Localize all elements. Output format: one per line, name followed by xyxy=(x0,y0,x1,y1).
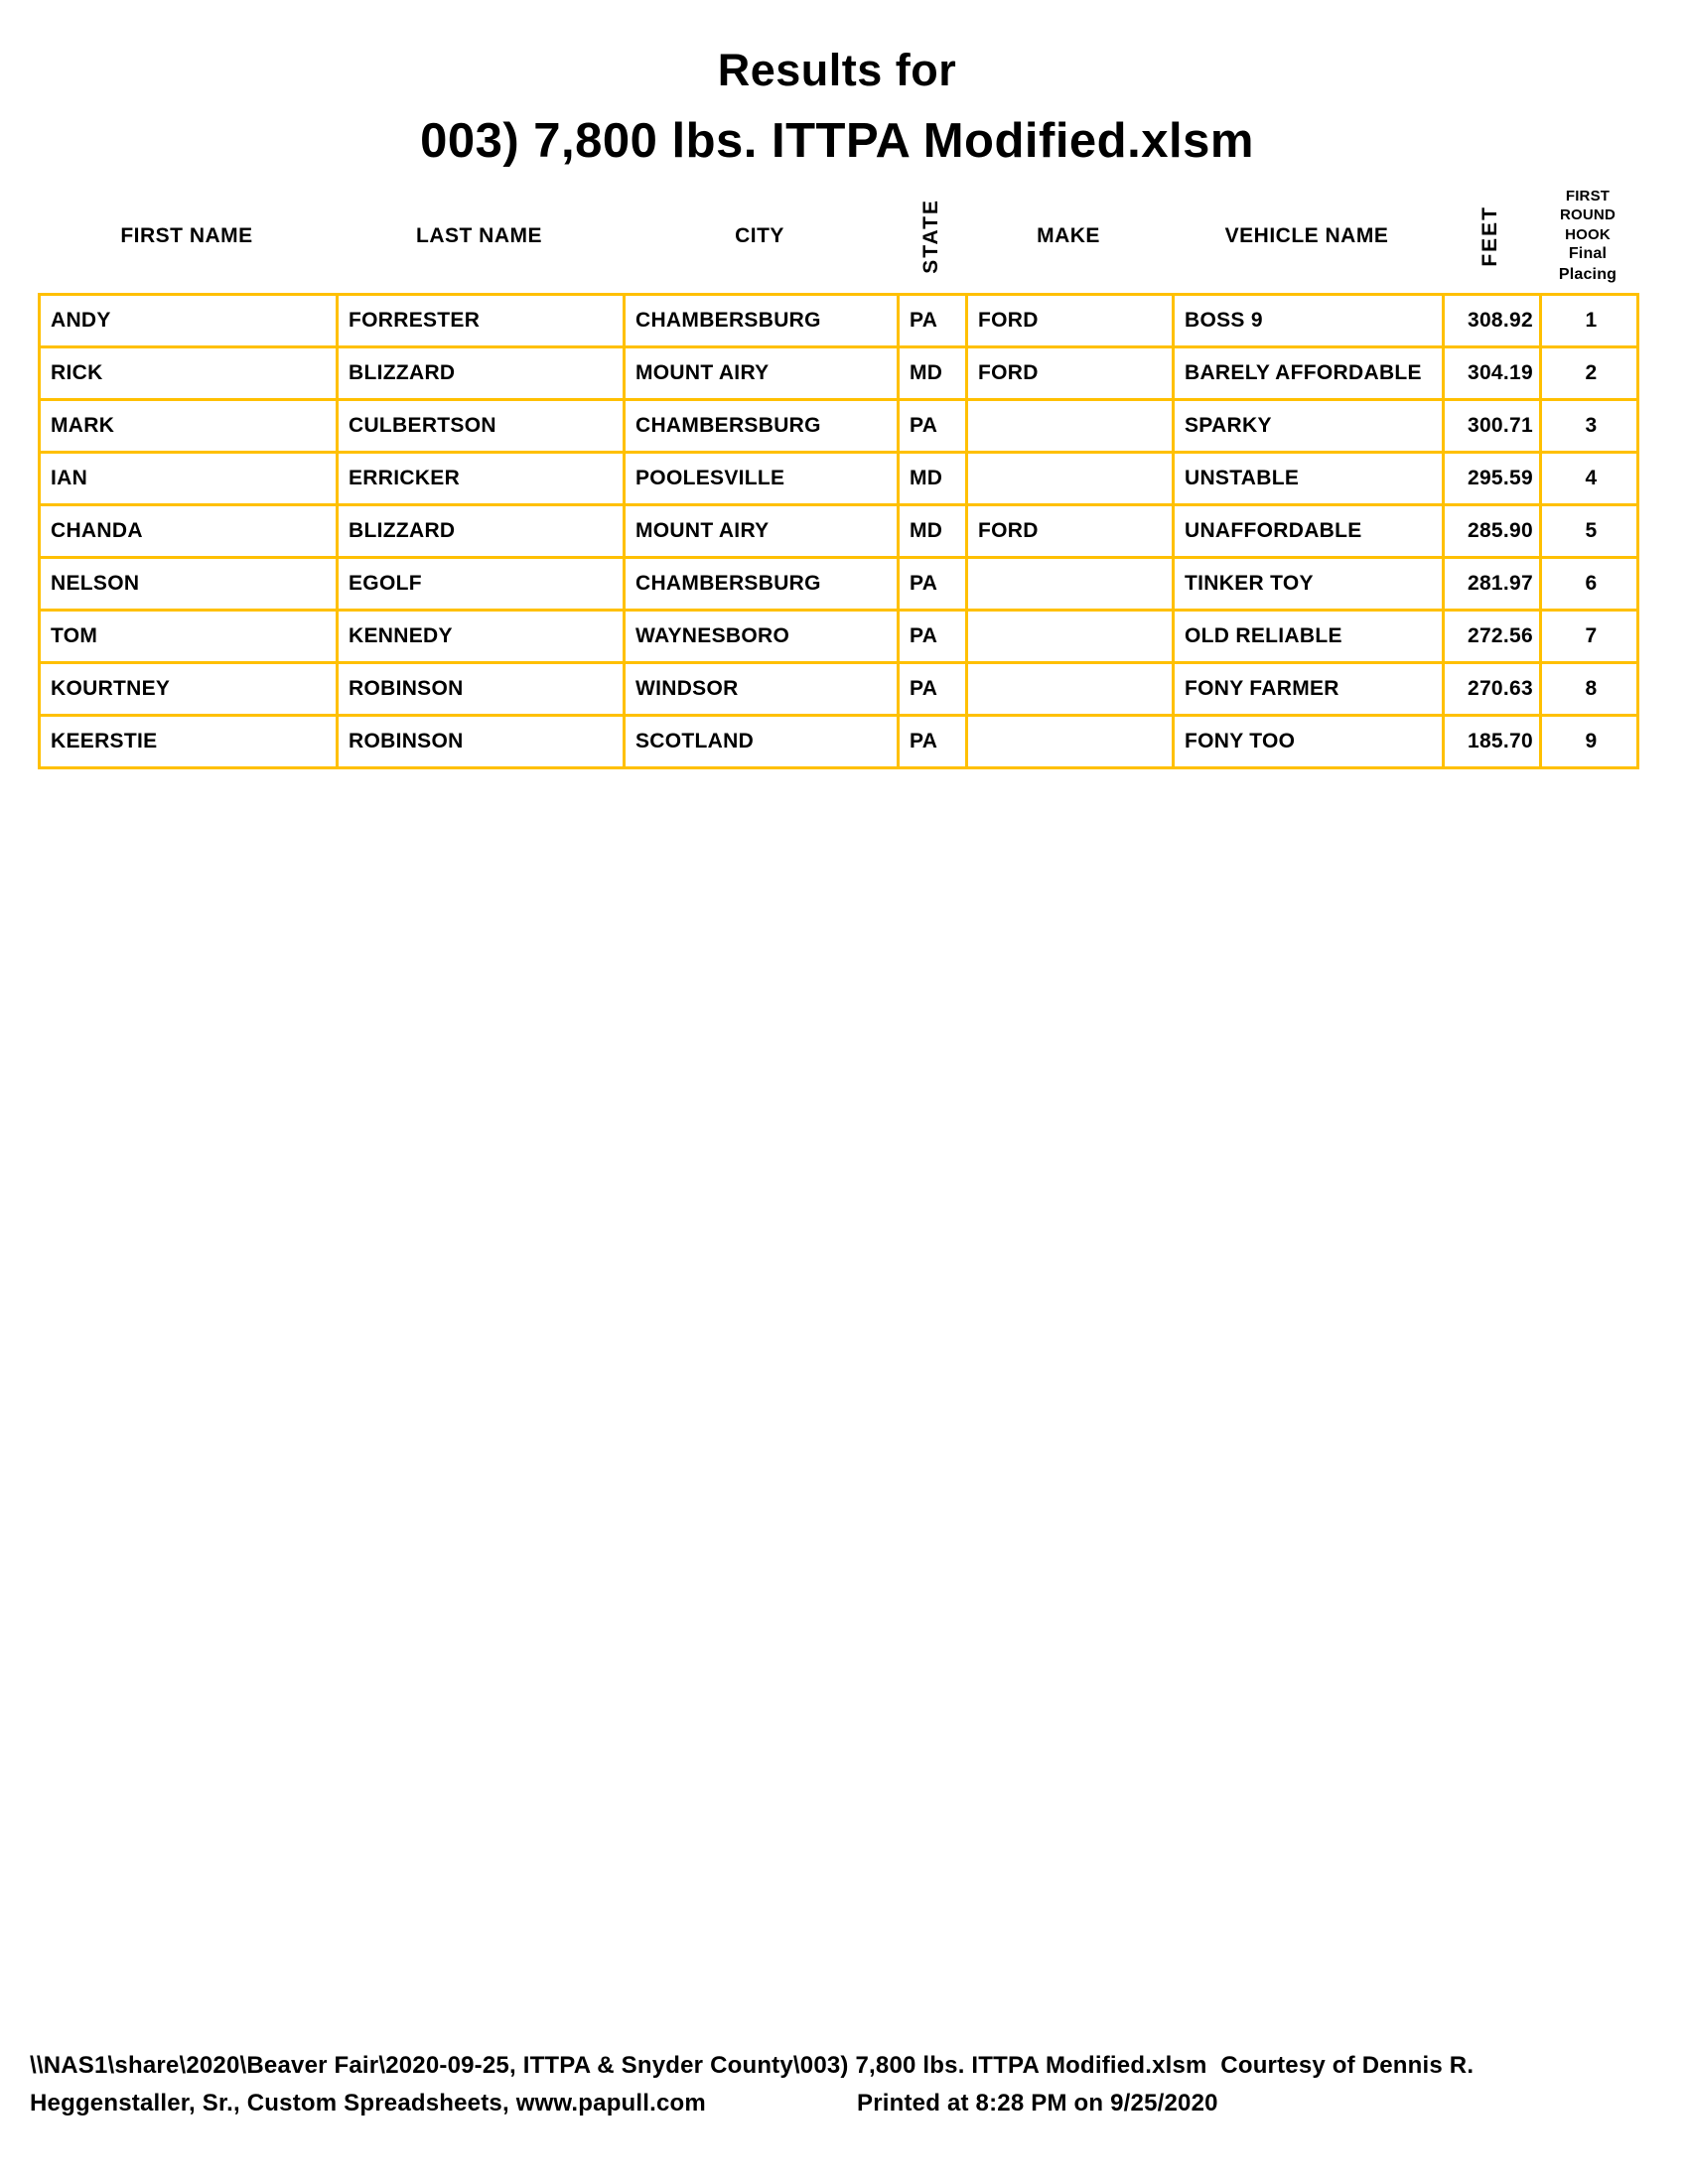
cell-city: CHAMBERSBURG xyxy=(625,558,899,611)
cell-vehicle-name: FONY TOO xyxy=(1174,716,1444,768)
cell-final-placing: 2 xyxy=(1541,347,1638,400)
table-row xyxy=(40,453,1638,505)
cell-make: FORD xyxy=(967,347,1174,400)
footer-credit: Heggenstaller, Sr., Custom Spreadsheets, www.papull.com xyxy=(30,2090,706,2116)
table-row xyxy=(40,716,1638,768)
cell-state: PA xyxy=(899,716,967,768)
column-header-first-name xyxy=(38,183,336,290)
cell-feet: 285.90 xyxy=(1444,505,1541,558)
cell-state: PA xyxy=(899,558,967,611)
cell-city: MOUNT AIRY xyxy=(625,505,899,558)
cell-first-name: ANDY xyxy=(40,295,338,347)
cell-city: POOLESVILLE xyxy=(625,453,899,505)
column-header-make xyxy=(965,183,1172,290)
cell-make xyxy=(967,716,1174,768)
cell-make: FORD xyxy=(967,295,1174,347)
cell-city: WAYNESBORO xyxy=(625,611,899,663)
page-title: Results for xyxy=(717,45,957,95)
footer-file-path: \\NAS1\share\2020\Beaver Fair\2020-09-25, ITTPA & Snyder County\003) 7,800 lbs. ITTPA Modified.xlsm Courtesy of Dennis R. xyxy=(30,2052,1475,2079)
cell-state: PA xyxy=(899,400,967,453)
cell-city: CHAMBERSBURG xyxy=(625,400,899,453)
title-block xyxy=(38,46,1636,168)
cell-first-name: MARK xyxy=(40,400,338,453)
cell-last-name: EGOLF xyxy=(338,558,625,611)
table-row xyxy=(40,558,1638,611)
cell-vehicle-name: BOSS 9 xyxy=(1174,295,1444,347)
cell-first-name: KEERSTIE xyxy=(40,716,338,768)
cell-last-name: BLIZZARD xyxy=(338,347,625,400)
table-row xyxy=(40,347,1638,400)
column-header-label: MAKE xyxy=(1037,224,1100,247)
column-header-label-rotated: STATE xyxy=(918,199,942,274)
cell-state: PA xyxy=(899,663,967,716)
file-title: 003) 7,800 lbs. ITTPA Modified.xlsm xyxy=(420,113,1254,168)
cell-last-name: ROBINSON xyxy=(338,663,625,716)
cell-make xyxy=(967,558,1174,611)
table-row xyxy=(40,400,1638,453)
column-header-label: Final Placing xyxy=(1558,245,1618,284)
cell-first-name: RICK xyxy=(40,347,338,400)
column-header-label: FIRST NAME xyxy=(120,224,253,247)
cell-state: PA xyxy=(899,611,967,663)
cell-final-placing: 9 xyxy=(1541,716,1638,768)
cell-state: MD xyxy=(899,453,967,505)
column-header-last-name xyxy=(336,183,623,290)
column-header-label: CITY xyxy=(735,224,784,247)
cell-make xyxy=(967,663,1174,716)
column-header-city xyxy=(623,183,897,290)
cell-first-name: NELSON xyxy=(40,558,338,611)
cell-vehicle-name: UNAFFORDABLE xyxy=(1174,505,1444,558)
cell-feet: 304.19 xyxy=(1444,347,1541,400)
footer xyxy=(30,2047,1668,2122)
cell-vehicle-name: OLD RELIABLE xyxy=(1174,611,1444,663)
column-header-final-placing xyxy=(1539,183,1636,290)
cell-make xyxy=(967,611,1174,663)
cell-feet: 300.71 xyxy=(1444,400,1541,453)
results-table-body xyxy=(40,295,1638,768)
cell-feet: 295.59 xyxy=(1444,453,1541,505)
cell-first-name: KOURTNEY xyxy=(40,663,338,716)
cell-make xyxy=(967,400,1174,453)
cell-final-placing: 8 xyxy=(1541,663,1638,716)
cell-feet: 272.56 xyxy=(1444,611,1541,663)
cell-feet: 270.63 xyxy=(1444,663,1541,716)
column-header-label: LAST NAME xyxy=(416,224,542,247)
column-header-state xyxy=(897,183,965,290)
cell-state: MD xyxy=(899,505,967,558)
column-header-label: HOOK xyxy=(1565,225,1611,243)
cell-make: FORD xyxy=(967,505,1174,558)
cell-vehicle-name: BARELY AFFORDABLE xyxy=(1174,347,1444,400)
table-row xyxy=(40,663,1638,716)
table-row xyxy=(40,611,1638,663)
cell-first-name: CHANDA xyxy=(40,505,338,558)
cell-city: WINDSOR xyxy=(625,663,899,716)
cell-final-placing: 3 xyxy=(1541,400,1638,453)
results-table xyxy=(38,293,1639,769)
cell-final-placing: 4 xyxy=(1541,453,1638,505)
footer-credit-line xyxy=(30,2085,1668,2122)
cell-state: MD xyxy=(899,347,967,400)
cell-vehicle-name: TINKER TOY xyxy=(1174,558,1444,611)
table-row xyxy=(40,295,1638,347)
footer-printed-timestamp: Printed at 8:28 PM on 9/25/2020 xyxy=(857,2090,1218,2116)
cell-last-name: BLIZZARD xyxy=(338,505,625,558)
cell-city: MOUNT AIRY xyxy=(625,347,899,400)
column-header-label: FIRST ROUND xyxy=(1560,187,1616,224)
cell-final-placing: 7 xyxy=(1541,611,1638,663)
cell-first-name: TOM xyxy=(40,611,338,663)
cell-feet: 308.92 xyxy=(1444,295,1541,347)
column-header-label: VEHICLE NAME xyxy=(1224,224,1389,247)
cell-feet: 185.70 xyxy=(1444,716,1541,768)
cell-last-name: CULBERTSON xyxy=(338,400,625,453)
table-row xyxy=(40,505,1638,558)
cell-last-name: ERRICKER xyxy=(338,453,625,505)
cell-city: CHAMBERSBURG xyxy=(625,295,899,347)
cell-last-name: FORRESTER xyxy=(338,295,625,347)
column-header-vehicle-name xyxy=(1172,183,1442,290)
table-header xyxy=(38,183,1636,290)
cell-final-placing: 1 xyxy=(1541,295,1638,347)
cell-vehicle-name: SPARKY xyxy=(1174,400,1444,453)
cell-city: SCOTLAND xyxy=(625,716,899,768)
column-header-label-rotated: FEET xyxy=(1478,205,1501,267)
cell-vehicle-name: UNSTABLE xyxy=(1174,453,1444,505)
cell-vehicle-name: FONY FARMER xyxy=(1174,663,1444,716)
column-header-feet xyxy=(1442,183,1539,290)
cell-final-placing: 5 xyxy=(1541,505,1638,558)
cell-state: PA xyxy=(899,295,967,347)
cell-final-placing: 6 xyxy=(1541,558,1638,611)
cell-first-name: IAN xyxy=(40,453,338,505)
cell-last-name: KENNEDY xyxy=(338,611,625,663)
cell-feet: 281.97 xyxy=(1444,558,1541,611)
cell-last-name: ROBINSON xyxy=(338,716,625,768)
cell-make xyxy=(967,453,1174,505)
